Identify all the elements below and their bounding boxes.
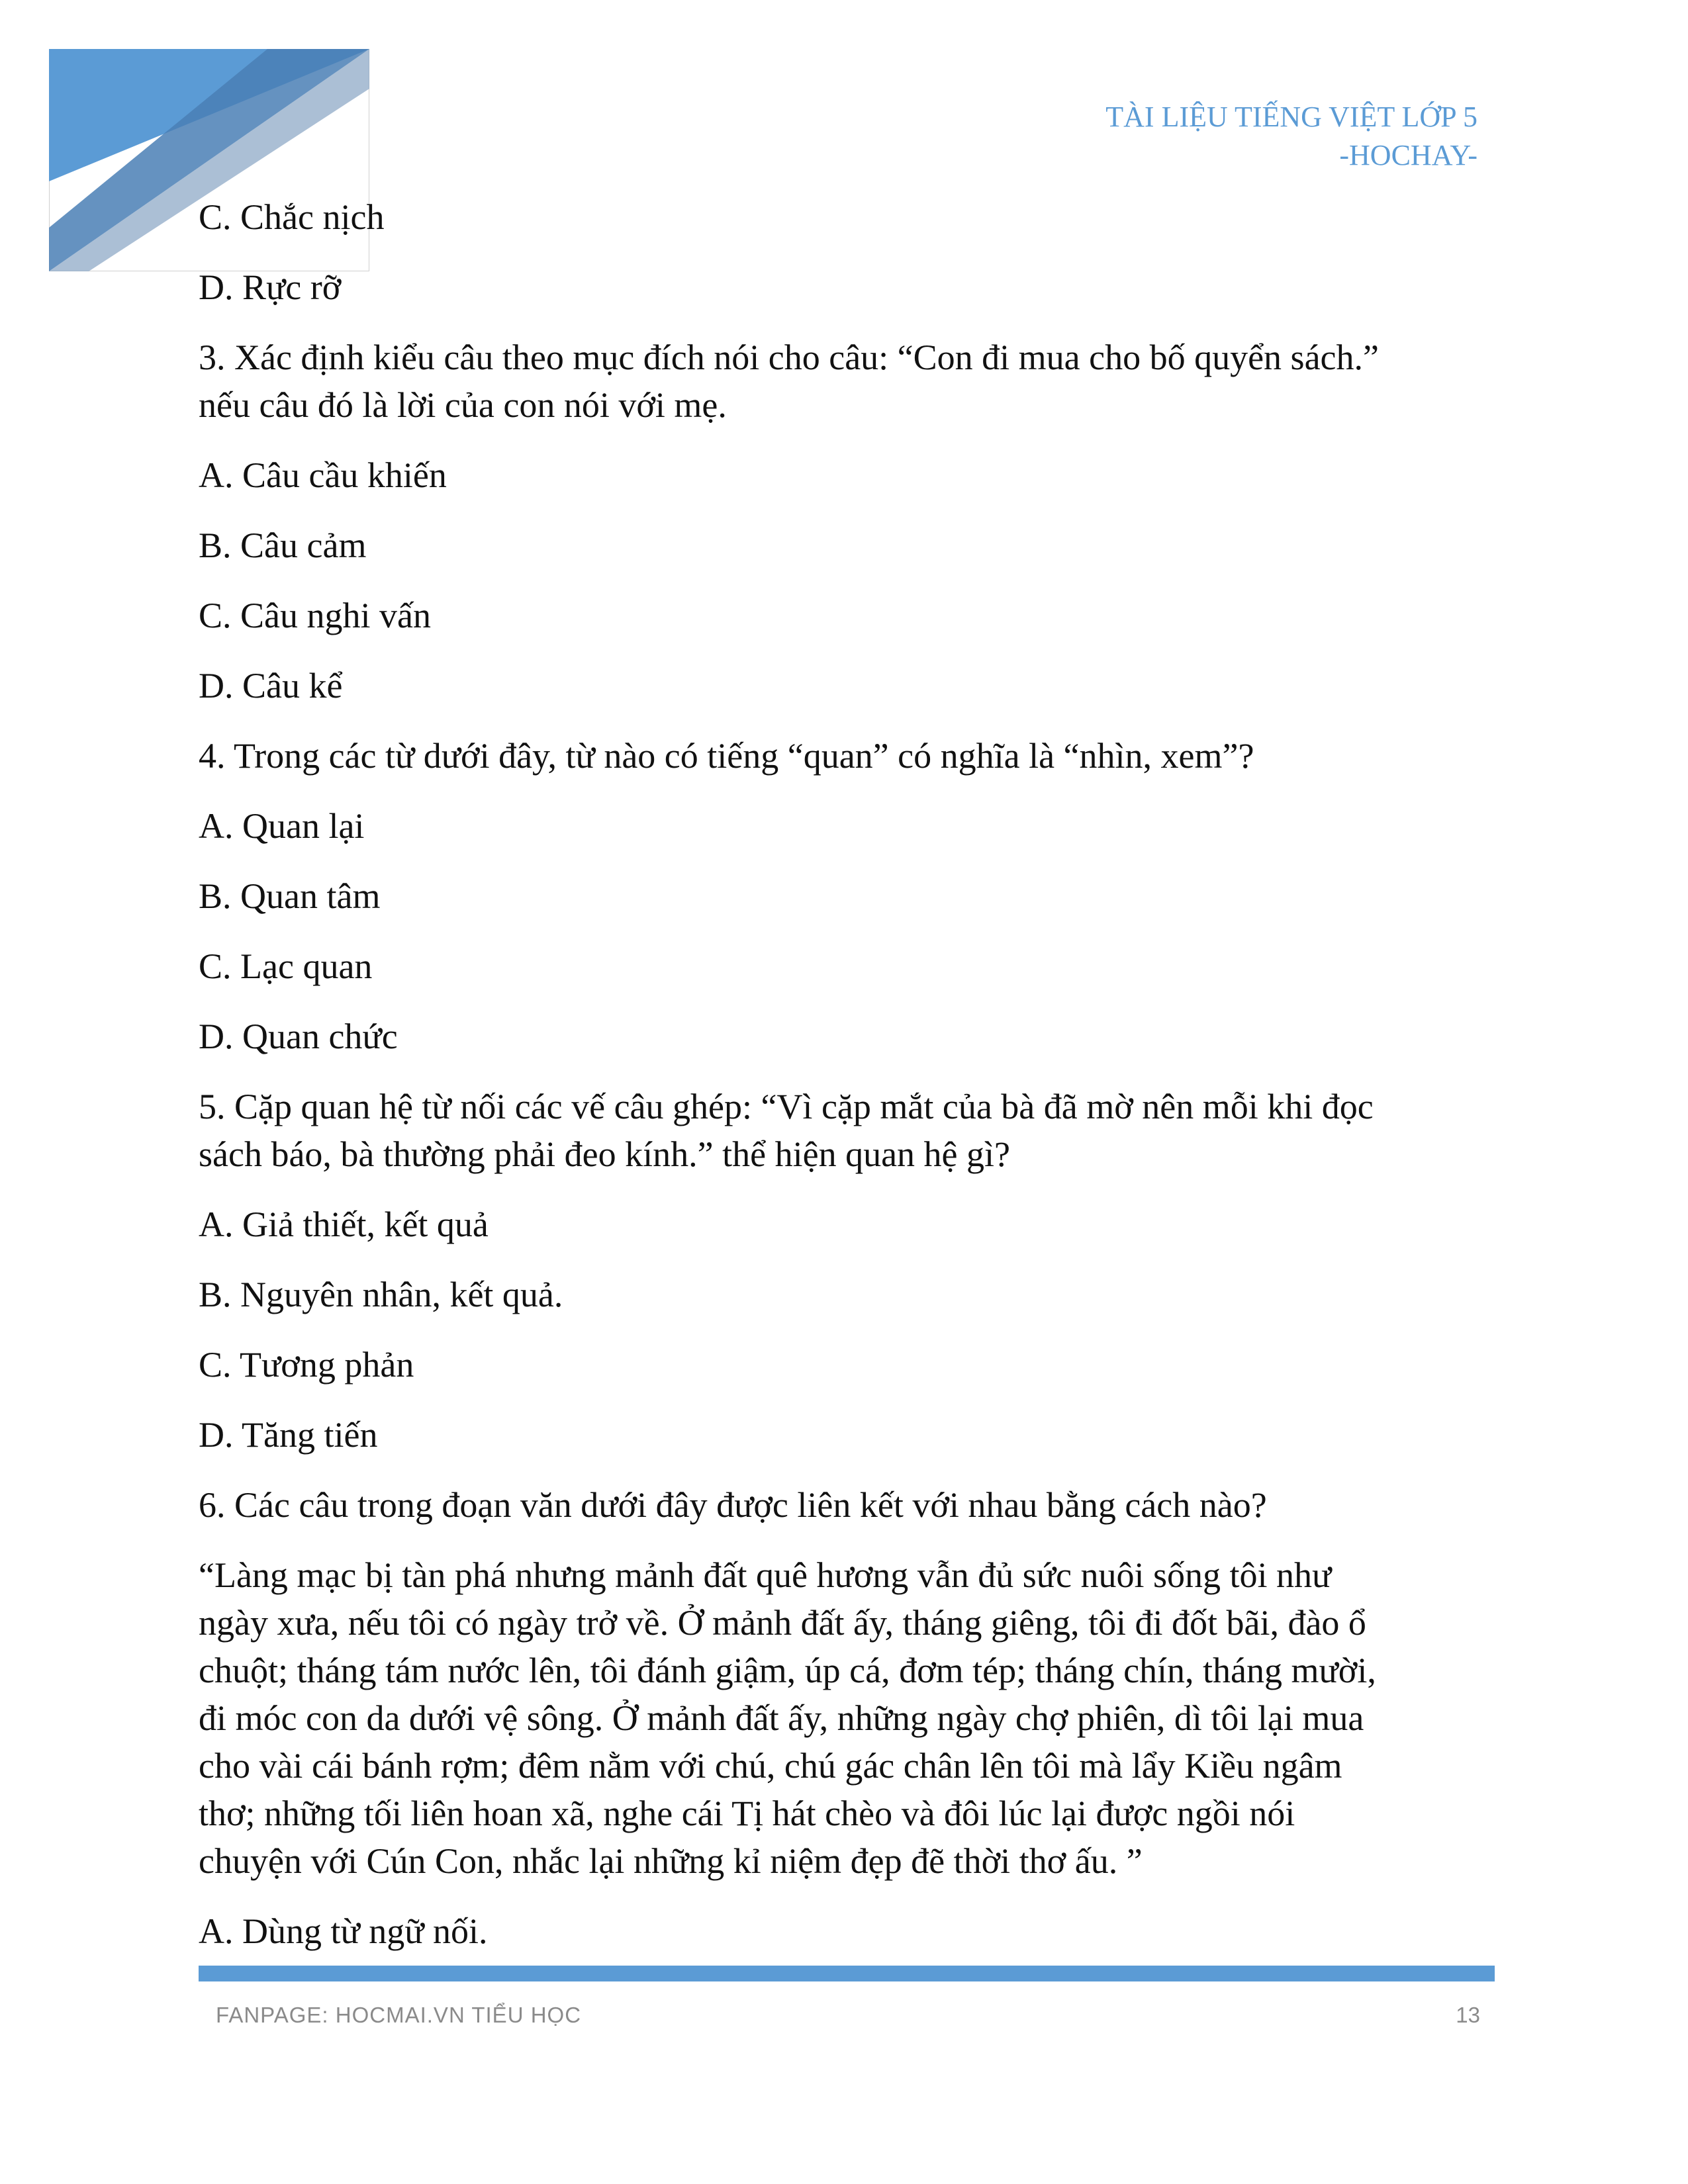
option-text: D. Câu kể xyxy=(199,666,343,705)
answer-option xyxy=(199,522,1496,569)
option-text: D. Quan chức xyxy=(199,1017,398,1056)
answer-option xyxy=(199,592,1496,639)
answer-option xyxy=(199,662,1496,709)
option-text: D. Tăng tiến xyxy=(199,1415,378,1455)
question-line: 3. Xác định kiểu câu theo mục đích nói cho câu: “Con đi mua cho bố quyển sách.” xyxy=(199,338,1379,377)
passage-line: “Làng mạc bị tàn phá nhưng mảnh đất quê hương vẫn đủ sức nuôi sống tôi như xyxy=(199,1555,1332,1595)
answer-option xyxy=(199,942,1496,990)
question-line: 5. Cặp quan hệ từ nối các vế câu ghép: “Vì cặp mắt của bà đã mờ nên mỗi khi đọc xyxy=(199,1087,1374,1126)
answer-option xyxy=(199,1341,1496,1388)
header-subtitle: -HOCHAY- xyxy=(1339,139,1477,171)
answer-option xyxy=(199,1013,1496,1060)
option-text: A. Giả thiết, kết quả xyxy=(199,1205,489,1244)
answer-option xyxy=(199,872,1496,920)
document-body xyxy=(199,193,1496,1978)
footer-fanpage: FANPAGE: HOCMAI.VN TIỂU HỌC xyxy=(216,2003,582,2027)
question-line: 4. Trong các từ dưới đây, từ nào có tiếng “quan” có nghĩa là “nhìn, xem”? xyxy=(199,736,1254,776)
passage-line: chuyện với Cún Con, nhắc lại những kỉ niệm đẹp đẽ thời thơ ấu. ” xyxy=(199,1841,1143,1881)
option-text: A. Câu cầu khiến xyxy=(199,455,447,495)
answer-option xyxy=(199,1907,1496,1955)
answer-option xyxy=(199,802,1496,850)
option-text: C. Câu nghi vấn xyxy=(199,596,431,635)
question-line: sách báo, bà thường phải đeo kính.” thể hiện quan hệ gì? xyxy=(199,1134,1010,1174)
option-text: B. Quan tâm xyxy=(199,876,381,916)
option-text: B. Câu cảm xyxy=(199,525,367,565)
option-text: A. Dùng từ ngữ nối. xyxy=(199,1911,488,1951)
question-line: 6. Các câu trong đoạn văn dưới đây được liên kết với nhau bằng cách nào? xyxy=(199,1485,1267,1525)
passage-line: cho vài cái bánh rợm; đêm nằm với chú, chú gác chân lên tôi mà lẩy Kiều ngâm xyxy=(199,1746,1342,1786)
header-title: TÀI LIỆU TIẾNG VIỆT LỚP 5 xyxy=(1105,101,1477,133)
document-header xyxy=(1105,98,1477,175)
question-4 xyxy=(199,732,1496,780)
passage-line: đi móc con da dưới vệ sông. Ở mảnh đất ấy, những ngày chợ phiên, dì tôi lại mua xyxy=(199,1698,1364,1738)
question-6 xyxy=(199,1481,1496,1529)
option-text: C. Tương phản xyxy=(199,1345,414,1385)
answer-option xyxy=(199,451,1496,499)
answer-option xyxy=(199,1271,1496,1318)
answer-option xyxy=(199,1201,1496,1248)
passage-line: chuột; tháng tám nước lên, tôi đánh giậm, úp cá, đơm tép; tháng chín, tháng mười, xyxy=(199,1651,1376,1690)
footer-divider xyxy=(199,1966,1495,1981)
question-5 xyxy=(199,1083,1496,1178)
option-text: C. Chắc nịch xyxy=(199,197,385,237)
page-number: 13 xyxy=(1456,2003,1480,2027)
option-text: D. Rực rỡ xyxy=(199,267,342,307)
answer-option xyxy=(199,193,1496,241)
quoted-passage xyxy=(199,1551,1496,1885)
answer-option xyxy=(199,1411,1496,1459)
question-3 xyxy=(199,334,1496,429)
option-text: B. Nguyên nhân, kết quả. xyxy=(199,1275,563,1314)
passage-line: ngày xưa, nếu tôi có ngày trở về. Ở mảnh đất ấy, tháng giêng, tôi đi đốt bãi, đào ổ xyxy=(199,1603,1366,1643)
option-text: A. Quan lại xyxy=(199,806,365,846)
answer-option xyxy=(199,263,1496,311)
option-text: C. Lạc quan xyxy=(199,946,373,986)
passage-line: thơ; những tối liên hoan xã, nghe cái Tị hát chèo và đôi lúc lại được ngồi nói xyxy=(199,1794,1295,1833)
question-line: nếu câu đó là lời của con nói với mẹ. xyxy=(199,385,727,425)
